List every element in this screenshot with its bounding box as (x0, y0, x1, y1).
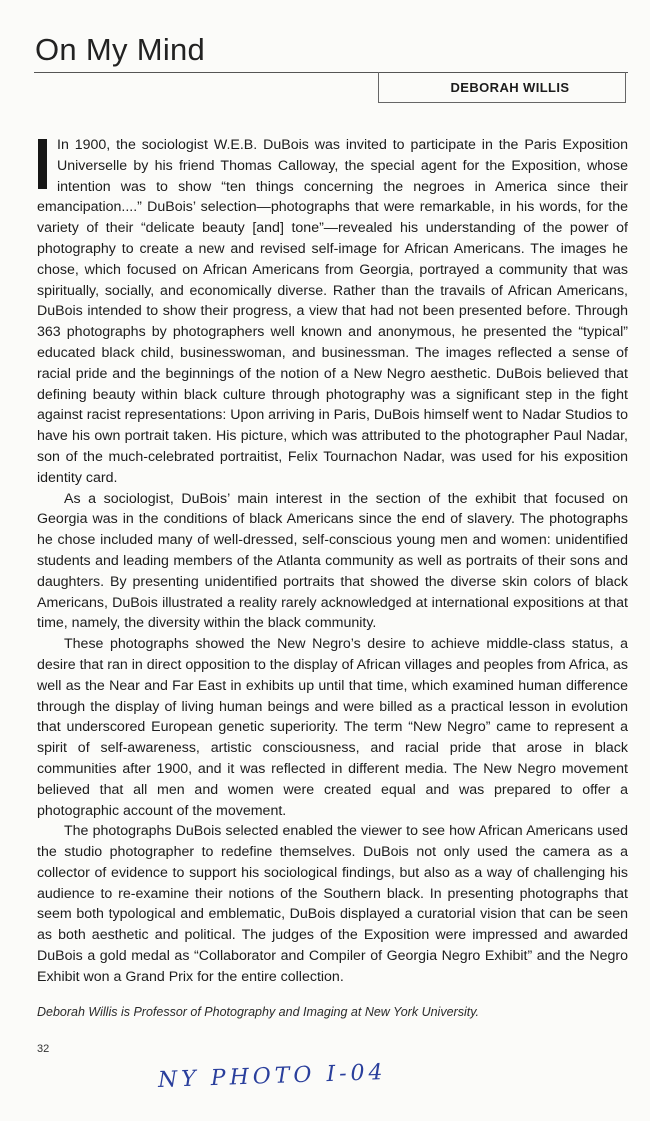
article-paragraph-3: These photographs showed the New Negro’s desire to achieve middle-class status, a desire that ran in direct opposition to the display of African villages and peoples from Africa, as well as the Near and Far East in exhibits up until that time, which examined human difference through the display of living human beings and were billed as a practical lesson in evolution that underscored European genetic superiority. The term “New Negro” came to represent a spirit of self-awareness, artistic consciousness, and racial pride that arose in black communities after 1900, and it was reflected in different media. The New Negro movement believed that all men and women were created equal and was prepared to offer a photographic account of the movement. (37, 636, 628, 819)
section-title: On My Mind (35, 32, 206, 67)
drop-cap-bar (38, 139, 47, 189)
author-bio: Deborah Willis is Professor of Photography and Imaging at New York University. (37, 1005, 479, 1019)
handwritten-annotation: NY PHOTO I-04 (157, 1060, 387, 1093)
article-body (37, 135, 628, 988)
author-name: DEBORAH WILLIS (450, 79, 570, 95)
page-number: 32 (37, 1043, 50, 1055)
article-paragraph-4: The photographs DuBois selected enabled the viewer to see how African Americans used the studio photographer to redefine themselves. DuBois not only used the camera as a collector of evidence to support his sociological findings, but also as a way of challenging his audience to re-examine their notions of the Southern black. In presenting photographs that seem both typological and emblematic, DuBois displayed a curatorial vision that can be seen as both aesthetic and political. The judges of the Exposition were impressed and awarded DuBois a gold medal as “Collaborator and Compiler of Georgia Negro Exhibit” and the Negro Exhibit won a Grand Prix for the entire collection. (37, 823, 628, 985)
article-paragraph-1 (37, 135, 628, 489)
author-byline-box (378, 72, 626, 103)
paragraph-1-text: In 1900, the sociologist W.E.B. DuBois was invited to participate in the Paris Exposition Universelle by his friend Thomas Calloway, the special agent for the Exposition, whose intention was to show “ten things concerning the negroes in America since their emancipation....” DuBois’ selection—photographs that were remarkable, in his words, for the variety of their “delicate beauty [and] tone”—revealed his understanding of the power of photography to create a new and revised self-image for African Americans. The images he chose, which focused on African Americans from Georgia, portrayed a community that was spiritually, socially, and economically diverse. Rather than the travails of African Americans, DuBois intended to show their progress, a view that had not been presented before. Through 363 photographs by photographers well known and anonymous, he presented the “typical” educated black child, businesswoman, and businessman. The images reflected a sense of racial pride and the beginnings of the notion of a New Negro aesthetic. DuBois believed that defining beauty within black culture through photography was a significant step in the fight against racist representations: Upon arriving in Paris, DuBois himself went to Nadar Studios to have his own portrait taken. His picture, which was attributed to the photographer Paul Nadar, son of the much-celebrated portraitist, Felix Tournachon Nadar, was used for his exposition identity card. (37, 137, 628, 486)
article-paragraph-2: As a sociologist, DuBois’ main interest in the section of the exhibit that focused on Georgia was in the conditions of black Americans since the end of slavery. The photographs he chose included many of well-dressed, self-conscious young men and women: unidentified students and leading members of the Atlanta community as well as portraits of their sons and daughters. By presenting unidentified portraits that showed the diverse skin colors of black Americans, DuBois illustrated a reality rarely acknowledged at international expositions at that time, namely, the diversity within the black community. (37, 490, 628, 632)
